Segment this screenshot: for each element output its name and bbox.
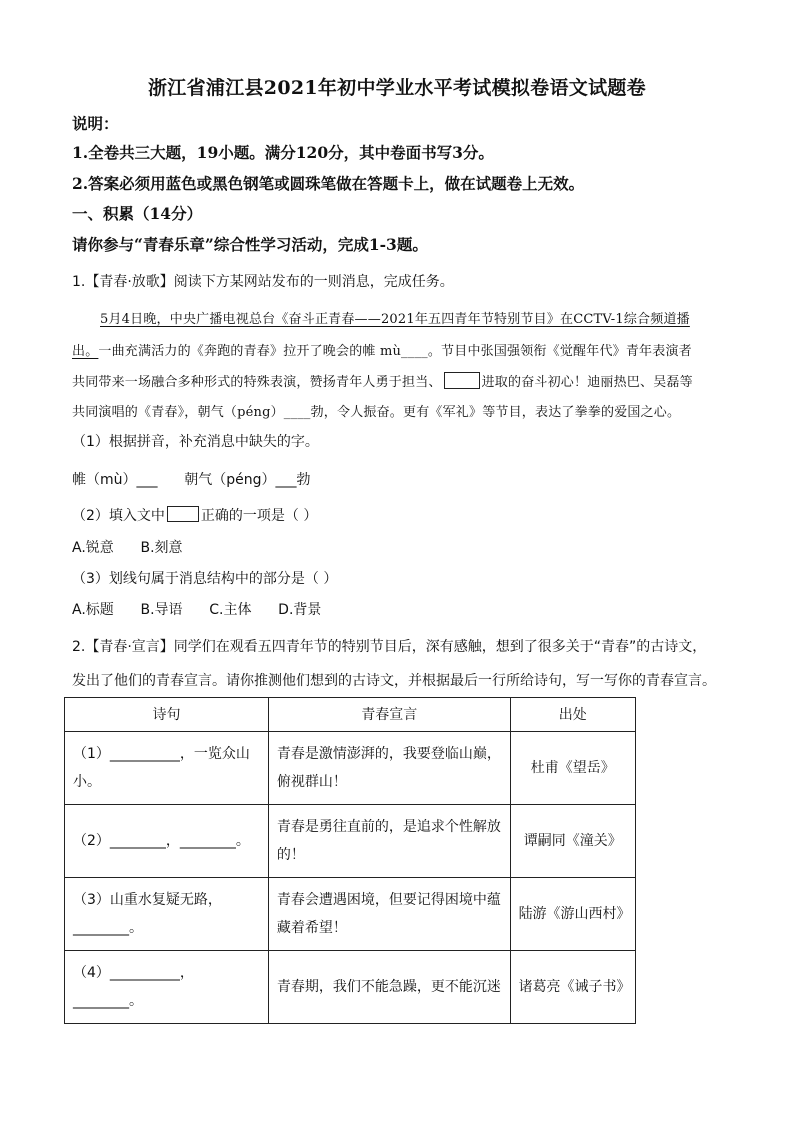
news-line-4: 共同演唱的《青春》，朝气（péng）____勃，令人振奋。更有《军礼》等节目，表达了拳拳的爱国之心。: [72, 405, 681, 420]
question-1-stem: 1.【青春·放歌】阅读下方某网站发布的一则消息，完成任务。: [72, 274, 454, 290]
answer-box: [167, 506, 199, 522]
news-line-3: [72, 371, 693, 390]
poem-cell: （4）__________，________。: [65, 951, 269, 1024]
instructions-heading: 说明：: [72, 114, 119, 133]
subquestion-2-text-a: （2）填入文中: [72, 508, 165, 524]
news-line-2-text: 一曲充满活力的《奔跑的青春》拉开了晚会的帷 mù____。节目中张国强领衔《觉醒年代》青年表演者: [98, 344, 692, 359]
question-2-stem-line-1: 2.【青春·宣言】同学们在观看五四青年节的特别节目后，深有感触，想到了很多关于“青春”的古诗文，: [72, 639, 707, 655]
instruction-item-1: 1.全卷共三大题，19小题。满分120分，其中卷面书写3分。: [72, 143, 494, 162]
news-underlined-text: 出。: [72, 344, 99, 359]
question-2-stem-line-2: 发出了他们的青春宣言。请你推测他们想到的古诗文，并根据最后一行所给诗句，写一写你的青春宣言。: [72, 673, 716, 689]
subquestion-3: （3）划线句属于消息结构中的部分是（ ）: [72, 571, 338, 587]
subquestion-2-options: A.锐意 B.刻意: [72, 540, 183, 556]
answer-box: [444, 372, 480, 389]
table-header-row: [65, 698, 636, 732]
news-line-1: 5月4日晚，中央广播电视总台《奋斗正青春——2021年五四青年节特别节目》在CCTV-1综合频道播: [100, 312, 690, 327]
poem-cell: （1）__________，一览众山小。: [65, 732, 269, 805]
subquestion-2-text-b: 正确的一项是（ ）: [200, 508, 318, 524]
poem-table: [64, 697, 636, 1024]
subquestion-1: （1）根据拼音，补充消息中缺失的字。: [72, 434, 319, 450]
table-header-cell: 青春宣言: [268, 698, 510, 732]
table-row: [65, 878, 636, 951]
news-line-3a-text: 共同带来一场融合多种形式的特殊表演，赞扬青年人勇于担当、: [72, 375, 442, 390]
news-line-3b-text: 进取的奋斗初心！迪丽热巴、吴磊等: [481, 375, 693, 390]
page-title: 浙江省浦江县2021年初中学业水平考试模拟卷语文试题卷: [148, 77, 646, 99]
subquestion-2: [72, 505, 317, 525]
subquestion-3-options: A.标题 B.导语 C.主体 D.背景: [72, 602, 322, 618]
table-row: [65, 951, 636, 1024]
declaration-cell: 青春会遭遇困境，但要记得困境中蕴藏着希望！: [268, 878, 510, 951]
table-row: [65, 805, 636, 878]
subquestion-1-blanks: 帷（mù）___ 朝气（péng）___勃: [72, 472, 311, 488]
poem-cell: （2）________，________。: [65, 805, 269, 878]
news-line-2: [72, 340, 692, 359]
instruction-item-2: 2.答案必须用蓝色或黑色钢笔或圆珠笔做在答题卡上，做在试题卷上无效。: [72, 174, 585, 193]
declaration-cell: 青春期，我们不能急躁，更不能沉迷: [268, 951, 510, 1024]
table-row: [65, 732, 636, 805]
table-header-cell: 出处: [510, 698, 635, 732]
source-cell: 杜甫《望岳》: [510, 732, 635, 805]
section-intro: 请你参与“青春乐章”综合性学习活动，完成1-3题。: [72, 235, 428, 254]
source-cell: 谭嗣同《潼关》: [510, 805, 635, 878]
table-header-cell: 诗句: [65, 698, 269, 732]
declaration-cell: 青春是激情澎湃的，我要登临山巅，俯视群山！: [268, 732, 510, 805]
poem-cell: （3）山重水复疑无路，________。: [65, 878, 269, 951]
declaration-cell: 青春是勇往直前的，是追求个性解放的！: [268, 805, 510, 878]
source-cell: 诸葛亮《诫子书》: [510, 951, 635, 1024]
section-heading: 一、积累（14分）: [72, 204, 203, 223]
source-cell: 陆游《游山西村》: [510, 878, 635, 951]
